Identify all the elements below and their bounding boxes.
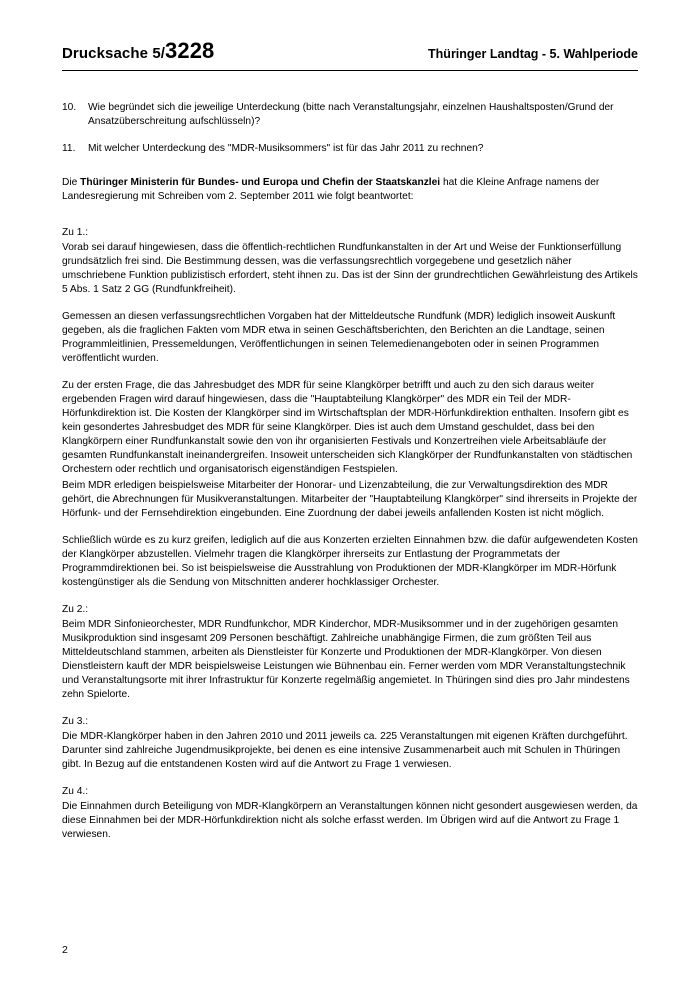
drucksache-value: 3228 — [165, 38, 215, 63]
section-1-paragraph-3: Zu der ersten Frage, die das Jahresbudget des MDR für seine Klangkörper betrifft und auch zu den sich daraus weiter ergebenden Fragen wird darauf hingewiesen, dass die "Hauptabteilung Klangkörper" des MDR ein Teil der MDR-Hörfunkdirektion ist. Die Kosten der Klangkörper sind im Wirtschaftsplan der MDR-Hörfunkdirektion enthalten. Insofern gibt es kein gesondertes Jahresbudget des MDR für seine Klangkörper. Dies ist auch dem Umstand geschuldet, dass bei den Klangkörpern einer Rundfunkanstalt sowie den von ihr organisierten Festivals und Konzertreihen viele Arbeitsabläufe der gesamten Rundfunkanstalt ineinandergreifen. Insoweit unterscheiden sich Klangkörper der Rundfunkanstalten von städtischen Orchestern oder rechtlich und organisatorisch eigenständigen Festspielen. — [62, 380, 633, 475]
question-number: 11. — [62, 143, 76, 154]
section-1-paragraph-2: Gemessen an diesen verfassungsrechtlichen Vorgaben hat der Mitteldeutsche Rundfunk (MDR) lediglich insoweit Auskunft gegeben, als die fraglichen Fakten vom MDR etwa in seinen Geschäftsberichten, den Berichten an die Landtage, seinen Programmleitlinien, Pressemeldungen, Veröffentlichungen in seinen Telemedienangeboten oder in seinen Programmen veröffentlicht wurden. — [62, 311, 616, 364]
header-divider — [62, 70, 638, 71]
section-label-4: Zu 4.: — [62, 786, 89, 797]
question-text: Mit welcher Unterdeckung des "MDR-Musiksommers" ist für das Jahr 2011 zu rechnen? — [88, 143, 484, 154]
question-text: Wie begründet sich die jeweilige Unterdeckung (bitte nach Veranstaltungsjahr, einzelnen Haushaltsposten/Grund der Ansatzüberschreitung aufschlüsseln)? — [88, 102, 614, 127]
drucksache-number — [62, 38, 214, 64]
section-3-paragraph-1: Die MDR-Klangkörper haben in den Jahren 2010 und 2011 jeweils ca. 225 Veranstaltungen mit eigenen Kräften durchgeführt. Darunter sind zahlreiche Jugendmusikprojekte, bei denen es eine intensive Zusammenarbeit auch mit Schulen in Thüringen gibt. In Bezug auf die entstandenen Kosten wird auf die Antwort zu Frage 1 verwiesen. — [62, 731, 628, 770]
section-1-paragraph-1: Vorab sei darauf hingewiesen, dass die öffentlich-rechtlichen Rundfunkanstalten in der Art und Weise der Funktionserfüllung grundsätzlich frei sind. Die Bestimmung dessen, was die verfassungsrechtlich vorgegebene und gesetzlich näher umschriebene Funktion publizistisch erfordert, steht ihnen zu. Das ist der Sinn der grundrechtlichen Gewährleistung des Artikels 5 Abs. 1 Satz 2 GG (Rundfunkfreiheit). — [62, 242, 638, 295]
answer-intro-lead: Die — [62, 177, 81, 188]
question-item — [62, 101, 638, 129]
section-2-paragraph-1: Beim MDR Sinfonieorchester, MDR Rundfunkchor, MDR Kinderchor, MDR-Musiksommer und in der zugehörigen gesamten Musikproduktion sind insgesamt 209 Personen beschäftigt. Zahlreiche unabhängige Firmen, die zum größten Teil aus Mitteldeutschland stammen, arbeiten als Dienstleister für Konzerte und Produktionen der MDR-Klangkörper. Von diesen Dienstleistern kauft der MDR beispielsweise Leistungen wie Bühnenbau ein. Ferner werden vom MDR Veranstaltungstechnik und Veranstaltungsorte mit ihrer Infrastruktur für Konzerte regelmäßig angemietet. In Thüringen sind dies pro Jahr mindestens zehn Spielorte. — [62, 619, 630, 700]
answer-introduction — [62, 176, 638, 204]
page-number: 2 — [62, 944, 68, 956]
question-number: 10. — [62, 102, 77, 113]
answer-intro-rest: hat die Kleine Anfrage namens der Landesregierung mit Schreiben vom 2. September 2011 wie folgt beantwortet: — [62, 177, 600, 202]
question-item — [62, 142, 638, 156]
section-4-paragraph-1: Die Einnahmen durch Beteiligung von MDR-Klangkörpern an Veranstaltungen können nicht gesondert ausgewiesen werden, da diese Einnahmen bei der MDR-Hörfunkdirektion nicht als solche erfasst werden. Im Übrigen wird auf die Antwort zu Frage 1 verwiesen. — [62, 801, 638, 840]
section-label-2: Zu 2.: — [62, 604, 89, 615]
parliament-title: Thüringer Landtag - 5. Wahlperiode — [428, 47, 638, 61]
section-1-paragraph-5: Schließlich würde es zu kurz greifen, lediglich auf die aus Konzerten erzielten Einnahmen bzw. die dafür aufgewendeten Kosten der Klangkörper abzustellen. Vielmehr tragen die Klangkörper ihrerseits zur Entlastung der Programmetats der Programmdirektionen bei. So ist beispielsweise die Ausstrahlung von Produktionen der MDR-Klangkörper im MDR-Hörfunk kostengünstiger als die Sendung von Mitschnitten anderer hochklassiger Orchester. — [62, 535, 638, 588]
section-label-3: Zu 3.: — [62, 716, 89, 727]
answering-authority: Thüringer Ministerin für Bundes- und Europa und Chefin der Staatskanzlei — [80, 177, 441, 188]
section-label-1: Zu 1.: — [62, 227, 89, 238]
document-body — [62, 101, 638, 842]
section-1-paragraph-4: Beim MDR erledigen beispielsweise Mitarbeiter der Honorar- und Lizenzabteilung, die zur Verwaltungsdirektion des MDR gehört, die Abrechnungen für Musikveranstaltungen. Mitarbeiter der "Hauptabteilung Klangkörper" sind ihrerseits in Projekte der Hörfunk- und der Fernsehdirektion eingebunden. Eine Zuordnung der dabei jeweils anfallenden Kosten ist nicht möglich. — [62, 480, 638, 519]
drucksache-label: Drucksache 5/ — [62, 45, 166, 62]
document-header — [62, 38, 638, 70]
